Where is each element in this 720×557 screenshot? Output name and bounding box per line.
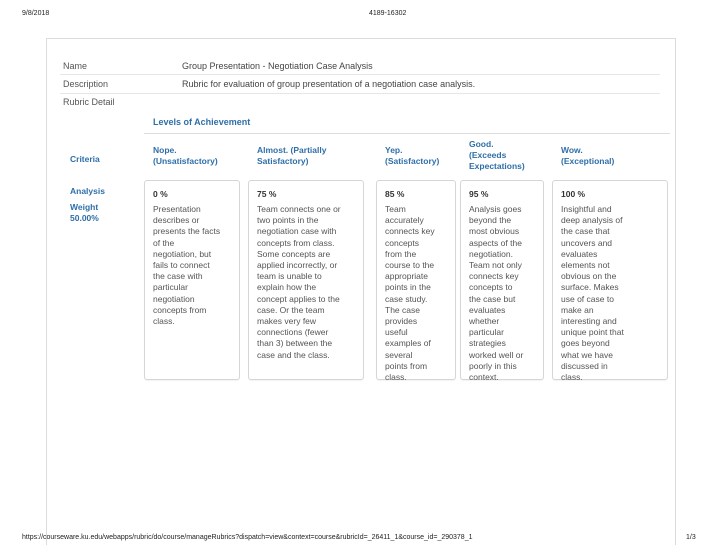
- cell-description: Presentation describes or presents the facts of the negotiation, but fails to connect the case with particular negotiation concepts from class.: [153, 204, 221, 327]
- cell-percent: 95 %: [469, 189, 489, 199]
- divider: [60, 93, 660, 94]
- rubric-cell-wow: [552, 180, 668, 383]
- print-url: https://courseware.ku.edu/webapps/rubric/do/course/manageRubrics?dispatch=view&context=course&rubricId=_26411_1&course_id=_290378_1: [22, 534, 473, 541]
- rubric-description: Rubric for evaluation of group presentation of a negotiation case analysis.: [182, 79, 476, 89]
- cell-percent: 100 %: [561, 189, 586, 199]
- print-title: 4189-16302: [369, 10, 407, 17]
- criteria-header: Criteria: [70, 154, 100, 164]
- cell-percent: 0 %: [153, 189, 168, 199]
- rubric-cell-nope: [144, 180, 240, 380]
- name-label: Name: [63, 61, 88, 71]
- print-page-number: 1/3: [686, 534, 696, 541]
- rubric-cell-almost: [248, 180, 364, 380]
- cell-description: Analysis goes beyond the most obvious aspects of the negotiation. Team not only connects key concepts to the case but evaluates whether particular strategies worked well or poorly in this context.: [469, 204, 524, 383]
- rubric-cell-good: [460, 180, 544, 383]
- levels-divider: [144, 133, 670, 134]
- criterion-name: Analysis: [70, 186, 105, 196]
- divider: [60, 74, 660, 75]
- cell-percent: 85 %: [385, 189, 405, 199]
- level-header-wow: Wow. (Exceptional): [561, 145, 615, 166]
- weight-label: Weight: [70, 202, 99, 212]
- weight-value: 50.00%: [70, 213, 99, 223]
- levels-of-achievement-title: Levels of Achievement: [153, 117, 251, 127]
- rubric-name: Group Presentation - Negotiation Case Analysis: [182, 61, 373, 71]
- level-header-good: Good. (Exceeds Expectations): [469, 139, 525, 171]
- rubric-detail-label: Rubric Detail: [63, 97, 115, 107]
- cell-description: Insightful and deep analysis of the case that uncovers and evaluates elements not obvious on the surface. Makes use of case to make an interesting and unique point that goes beyond what we have discussed in class.: [561, 204, 624, 383]
- level-header-almost: Almost. (Partially Satisfactory): [257, 145, 327, 166]
- cell-description: Team accurately connects key concepts from the course to the appropriate points in the case study. The case provides useful examples of several points from class.: [385, 204, 435, 383]
- cell-description: Team connects one or two points in the negotiation case with concepts from class. Some concepts are applied incorrectly, or team is unable to explain how the concept applies to the case. Or the team makes very few connections (fewer than 3) between the case and the class.: [257, 204, 341, 360]
- print-date: 9/8/2018: [22, 10, 50, 17]
- description-label: Description: [63, 79, 109, 89]
- cell-percent: 75 %: [257, 189, 277, 199]
- level-header-nope: Nope. (Unsatisfactory): [153, 145, 218, 166]
- level-header-yep: Yep. (Satisfactory): [385, 145, 440, 166]
- rubric-cell-yep: [376, 180, 456, 383]
